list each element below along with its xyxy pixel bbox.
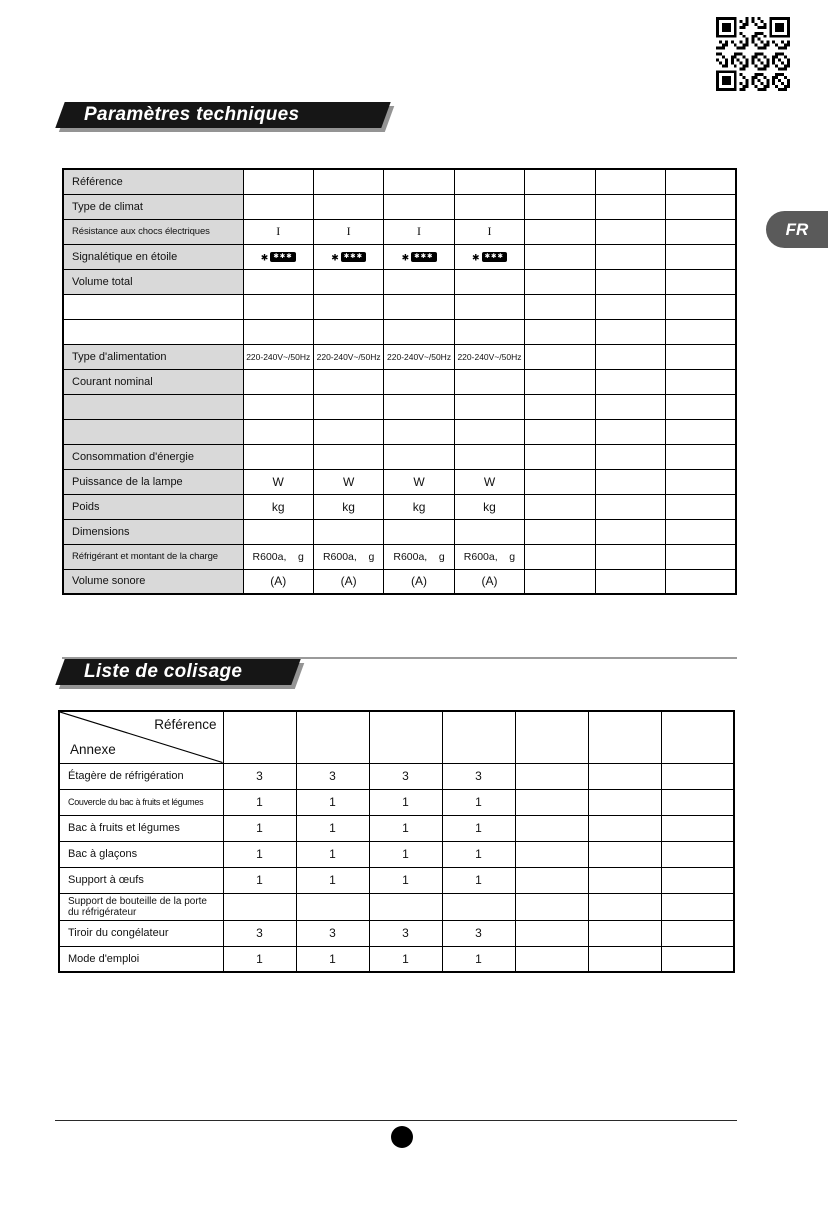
table-row bbox=[63, 369, 736, 394]
value-cell bbox=[442, 893, 515, 920]
table-row bbox=[59, 867, 734, 893]
value-cell: I bbox=[313, 219, 383, 244]
value-cell: 1 bbox=[223, 789, 296, 815]
value-cell bbox=[313, 319, 383, 344]
value-cell: 1 bbox=[369, 841, 442, 867]
value-cell bbox=[313, 519, 383, 544]
value-cell bbox=[243, 194, 313, 219]
value-cell bbox=[666, 444, 736, 469]
value-cell bbox=[666, 519, 736, 544]
section-title-text: Paramètres techniques bbox=[84, 104, 300, 125]
row-label bbox=[63, 419, 243, 444]
row-label: Type de climat bbox=[63, 194, 243, 219]
value-cell bbox=[666, 319, 736, 344]
value-cell bbox=[666, 469, 736, 494]
value-cell bbox=[525, 319, 595, 344]
row-label: Réfrigérant et montant de la charge bbox=[63, 544, 243, 569]
row-label: Volume total bbox=[63, 269, 243, 294]
value-cell bbox=[595, 519, 665, 544]
value-cell: 1 bbox=[296, 946, 369, 972]
value-cell bbox=[243, 369, 313, 394]
table-row bbox=[63, 419, 736, 444]
page-number-dot bbox=[391, 1126, 413, 1148]
value-cell bbox=[384, 519, 454, 544]
value-cell bbox=[384, 169, 454, 194]
value-cell bbox=[588, 815, 661, 841]
value-cell bbox=[666, 194, 736, 219]
value-cell bbox=[454, 269, 524, 294]
table-row bbox=[63, 294, 736, 319]
value-cell bbox=[595, 169, 665, 194]
value-cell bbox=[595, 219, 665, 244]
value-cell bbox=[454, 244, 524, 269]
footer-divider bbox=[55, 1120, 737, 1121]
value-cell bbox=[588, 789, 661, 815]
table-row bbox=[63, 544, 736, 569]
row-label: Volume sonore bbox=[63, 569, 243, 594]
section-title-text: Liste de colisage bbox=[84, 661, 243, 682]
value-cell bbox=[313, 394, 383, 419]
table-row bbox=[59, 763, 734, 789]
value-cell bbox=[313, 269, 383, 294]
row-label bbox=[63, 294, 243, 319]
value-cell bbox=[454, 444, 524, 469]
value-cell bbox=[661, 946, 734, 972]
value-cell bbox=[515, 789, 588, 815]
star-icon: ✱ bbox=[472, 251, 480, 262]
value-cell: 1 bbox=[442, 789, 515, 815]
value-cell: (A) bbox=[384, 569, 454, 594]
value-cell bbox=[525, 244, 595, 269]
value-cell bbox=[313, 194, 383, 219]
value-cell bbox=[595, 494, 665, 519]
header-model-cell bbox=[442, 711, 515, 763]
value-cell bbox=[525, 494, 595, 519]
section-title-parametres-techniques bbox=[55, 102, 390, 128]
value-cell bbox=[384, 394, 454, 419]
row-label: Signalétique en étoile bbox=[63, 244, 243, 269]
value-cell bbox=[595, 319, 665, 344]
header-model-cell bbox=[223, 711, 296, 763]
row-label: Bac à glaçons bbox=[59, 841, 223, 867]
value-cell bbox=[588, 841, 661, 867]
value-cell: I bbox=[384, 219, 454, 244]
star-icon: ✱ bbox=[260, 251, 269, 262]
value-cell: R600a, g bbox=[313, 544, 383, 569]
language-tab-label: FR bbox=[785, 219, 809, 239]
value-cell bbox=[243, 269, 313, 294]
value-cell bbox=[588, 763, 661, 789]
value-cell: 1 bbox=[442, 946, 515, 972]
value-cell bbox=[454, 169, 524, 194]
value-cell bbox=[595, 194, 665, 219]
value-cell bbox=[525, 294, 595, 319]
value-cell bbox=[525, 469, 595, 494]
value-cell bbox=[243, 169, 313, 194]
value-cell: W bbox=[313, 469, 383, 494]
value-cell bbox=[454, 519, 524, 544]
table-row bbox=[63, 394, 736, 419]
value-cell: kg bbox=[384, 494, 454, 519]
value-cell bbox=[313, 444, 383, 469]
value-cell bbox=[595, 369, 665, 394]
header-diagonal-cell bbox=[59, 711, 223, 763]
value-cell: 3 bbox=[442, 920, 515, 946]
value-cell bbox=[661, 893, 734, 920]
value-cell bbox=[515, 815, 588, 841]
value-cell: 3 bbox=[442, 763, 515, 789]
value-cell bbox=[666, 544, 736, 569]
value-cell bbox=[595, 244, 665, 269]
value-cell bbox=[384, 419, 454, 444]
table-row bbox=[63, 244, 736, 269]
value-cell bbox=[243, 519, 313, 544]
value-cell bbox=[666, 494, 736, 519]
value-cell bbox=[525, 219, 595, 244]
value-cell bbox=[454, 419, 524, 444]
value-cell bbox=[525, 269, 595, 294]
value-cell bbox=[661, 789, 734, 815]
value-cell: 1 bbox=[442, 815, 515, 841]
value-cell: kg bbox=[243, 494, 313, 519]
table-row bbox=[63, 519, 736, 544]
row-label: Tiroir du congélateur bbox=[59, 920, 223, 946]
value-cell: 1 bbox=[223, 867, 296, 893]
value-cell bbox=[666, 244, 736, 269]
value-cell: 3 bbox=[223, 763, 296, 789]
value-cell: 220-240V~/50Hz bbox=[313, 344, 383, 369]
value-cell bbox=[588, 946, 661, 972]
value-cell bbox=[313, 294, 383, 319]
value-cell bbox=[384, 194, 454, 219]
value-cell bbox=[525, 369, 595, 394]
header-model-cell bbox=[661, 711, 734, 763]
value-cell bbox=[454, 319, 524, 344]
value-cell: 1 bbox=[296, 841, 369, 867]
value-cell bbox=[666, 219, 736, 244]
value-cell bbox=[313, 244, 383, 269]
value-cell bbox=[666, 369, 736, 394]
row-label: Bac à fruits et légumes bbox=[59, 815, 223, 841]
value-cell bbox=[666, 344, 736, 369]
table-row bbox=[63, 169, 736, 194]
table-row bbox=[59, 946, 734, 972]
value-cell: 1 bbox=[369, 867, 442, 893]
value-cell: 3 bbox=[296, 920, 369, 946]
header-model-cell bbox=[515, 711, 588, 763]
value-cell bbox=[661, 763, 734, 789]
value-cell: 1 bbox=[369, 815, 442, 841]
table-row bbox=[63, 319, 736, 344]
qr-code bbox=[716, 17, 790, 91]
value-cell bbox=[661, 867, 734, 893]
value-cell: I bbox=[243, 219, 313, 244]
value-cell bbox=[369, 893, 442, 920]
value-cell: W bbox=[384, 469, 454, 494]
value-cell bbox=[243, 419, 313, 444]
value-cell bbox=[595, 269, 665, 294]
value-cell bbox=[515, 841, 588, 867]
value-cell bbox=[525, 569, 595, 594]
value-cell bbox=[384, 444, 454, 469]
value-cell bbox=[661, 920, 734, 946]
value-cell: (A) bbox=[313, 569, 383, 594]
value-cell: 3 bbox=[369, 763, 442, 789]
value-cell bbox=[313, 169, 383, 194]
value-cell: 220-240V~/50Hz bbox=[384, 344, 454, 369]
table-row bbox=[63, 494, 736, 519]
value-cell: 1 bbox=[442, 841, 515, 867]
row-label: Type d'alimentation bbox=[63, 344, 243, 369]
header-model-cell bbox=[588, 711, 661, 763]
value-cell bbox=[243, 244, 313, 269]
row-label: Support de bouteille de la porte du réfrigérateur bbox=[59, 893, 223, 920]
value-cell: kg bbox=[454, 494, 524, 519]
header-reference-label: Référence bbox=[154, 717, 217, 732]
value-cell: (A) bbox=[454, 569, 524, 594]
value-cell: 1 bbox=[223, 841, 296, 867]
value-cell bbox=[595, 394, 665, 419]
value-cell bbox=[243, 294, 313, 319]
value-cell bbox=[384, 294, 454, 319]
table-row bbox=[63, 469, 736, 494]
value-cell: R600a, g bbox=[384, 544, 454, 569]
table-row bbox=[63, 444, 736, 469]
header-model-cell bbox=[369, 711, 442, 763]
value-cell: 1 bbox=[223, 946, 296, 972]
value-cell: 1 bbox=[369, 946, 442, 972]
row-label bbox=[63, 319, 243, 344]
table-header-row bbox=[59, 711, 734, 763]
value-cell bbox=[595, 444, 665, 469]
value-cell bbox=[243, 394, 313, 419]
value-cell bbox=[595, 344, 665, 369]
value-cell bbox=[595, 419, 665, 444]
value-cell bbox=[243, 444, 313, 469]
value-cell bbox=[223, 893, 296, 920]
row-label: Poids bbox=[63, 494, 243, 519]
value-cell bbox=[525, 194, 595, 219]
value-cell bbox=[588, 893, 661, 920]
section-title-liste-de-colisage bbox=[55, 659, 300, 685]
value-cell bbox=[595, 469, 665, 494]
table-row bbox=[63, 344, 736, 369]
star-box-icon: ✱✱✱ bbox=[482, 252, 507, 262]
row-label: Dimensions bbox=[63, 519, 243, 544]
value-cell bbox=[515, 867, 588, 893]
value-cell bbox=[525, 419, 595, 444]
value-cell bbox=[515, 893, 588, 920]
packing-list-table bbox=[58, 710, 735, 973]
value-cell: W bbox=[454, 469, 524, 494]
table-row bbox=[63, 569, 736, 594]
table-row bbox=[59, 789, 734, 815]
value-cell bbox=[588, 920, 661, 946]
value-cell: 220-240V~/50Hz bbox=[454, 344, 524, 369]
table-row bbox=[59, 815, 734, 841]
value-cell: R600a, g bbox=[454, 544, 524, 569]
value-cell bbox=[525, 444, 595, 469]
language-tab-fr bbox=[766, 211, 828, 248]
value-cell bbox=[525, 519, 595, 544]
table-row bbox=[59, 893, 734, 920]
value-cell: 1 bbox=[296, 867, 369, 893]
row-label: Référence bbox=[63, 169, 243, 194]
row-label: Courant nominal bbox=[63, 369, 243, 394]
value-cell bbox=[595, 569, 665, 594]
value-cell: 220-240V~/50Hz bbox=[243, 344, 313, 369]
table-row bbox=[59, 841, 734, 867]
row-label: Puissance de la lampe bbox=[63, 469, 243, 494]
value-cell bbox=[515, 763, 588, 789]
star-box-icon: ✱✱✱ bbox=[341, 252, 366, 262]
value-cell bbox=[243, 319, 313, 344]
value-cell: I bbox=[454, 219, 524, 244]
value-cell bbox=[525, 544, 595, 569]
value-cell bbox=[666, 169, 736, 194]
value-cell bbox=[454, 294, 524, 319]
value-cell: 1 bbox=[296, 789, 369, 815]
value-cell: W bbox=[243, 469, 313, 494]
row-label: Consommation d'énergie bbox=[63, 444, 243, 469]
value-cell bbox=[666, 394, 736, 419]
value-cell bbox=[296, 893, 369, 920]
row-label: Couvercle du bac à fruits et légumes bbox=[59, 789, 223, 815]
value-cell bbox=[515, 920, 588, 946]
table-row bbox=[63, 269, 736, 294]
row-label: Résistance aux chocs électriques bbox=[63, 219, 243, 244]
row-label: Étagère de réfrigération bbox=[59, 763, 223, 789]
row-label bbox=[63, 394, 243, 419]
header-annexe-label: Annexe bbox=[70, 741, 116, 757]
value-cell bbox=[666, 269, 736, 294]
value-cell bbox=[515, 946, 588, 972]
value-cell bbox=[666, 419, 736, 444]
value-cell bbox=[313, 419, 383, 444]
value-cell: 1 bbox=[369, 789, 442, 815]
value-cell bbox=[661, 841, 734, 867]
value-cell: 1 bbox=[223, 815, 296, 841]
value-cell bbox=[384, 269, 454, 294]
value-cell: R600a, g bbox=[243, 544, 313, 569]
value-cell bbox=[525, 344, 595, 369]
value-cell: 1 bbox=[296, 815, 369, 841]
table-row bbox=[63, 194, 736, 219]
value-cell bbox=[595, 294, 665, 319]
header-model-cell bbox=[296, 711, 369, 763]
row-label: Support à œufs bbox=[59, 867, 223, 893]
value-cell: kg bbox=[313, 494, 383, 519]
value-cell: 3 bbox=[296, 763, 369, 789]
value-cell bbox=[525, 394, 595, 419]
value-cell bbox=[595, 544, 665, 569]
table-row bbox=[59, 920, 734, 946]
value-cell bbox=[313, 369, 383, 394]
row-label: Mode d'emploi bbox=[59, 946, 223, 972]
value-cell bbox=[384, 244, 454, 269]
value-cell bbox=[666, 569, 736, 594]
star-box-icon: ✱✱✱ bbox=[411, 252, 436, 262]
value-cell: 3 bbox=[223, 920, 296, 946]
value-cell bbox=[454, 369, 524, 394]
table-row bbox=[63, 219, 736, 244]
value-cell bbox=[454, 394, 524, 419]
value-cell bbox=[666, 294, 736, 319]
value-cell bbox=[384, 319, 454, 344]
value-cell: 1 bbox=[442, 867, 515, 893]
technical-parameters-table bbox=[62, 168, 737, 595]
star-icon: ✱ bbox=[401, 251, 410, 262]
star-box-icon: ✱✱✱ bbox=[270, 252, 295, 262]
star-icon: ✱ bbox=[331, 251, 339, 262]
value-cell bbox=[525, 169, 595, 194]
value-cell bbox=[384, 369, 454, 394]
value-cell bbox=[588, 867, 661, 893]
value-cell bbox=[454, 194, 524, 219]
value-cell bbox=[661, 815, 734, 841]
value-cell: 3 bbox=[369, 920, 442, 946]
value-cell: (A) bbox=[243, 569, 313, 594]
